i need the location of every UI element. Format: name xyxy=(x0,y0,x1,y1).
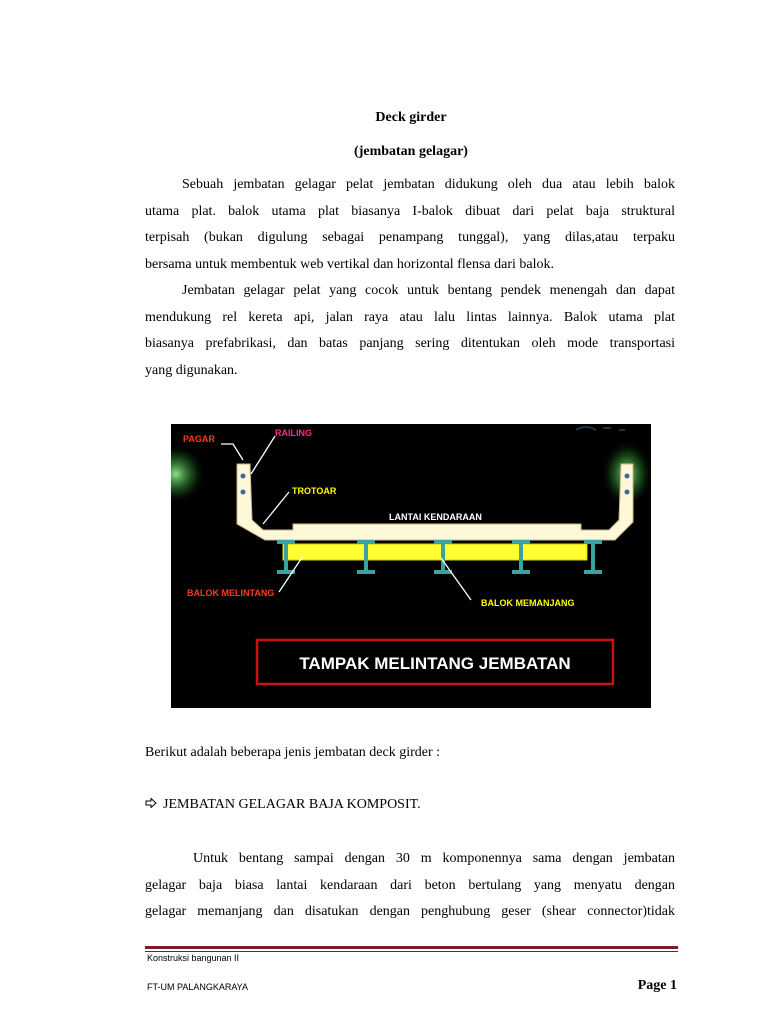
balok-memanjang-label: BALOK MEMANJANG xyxy=(481,598,575,608)
railing-bolt xyxy=(625,474,630,479)
railing-bolt xyxy=(625,490,630,495)
paragraph-line: biasanya prefabrikasi, dan batas panjang sering ditentukan oleh mode transportasi xyxy=(145,336,675,351)
paragraph-line: gelagar memanjang dan disatukan dengan penghubung geser (shear connector)tidak xyxy=(145,904,675,919)
footer-rule-thick xyxy=(145,946,678,949)
paragraph-line: Untuk bentang sampai dengan 30 m komponennya sama dengan jembatan xyxy=(193,851,675,866)
railing-label: RAILING xyxy=(275,428,312,438)
document-subtitle: (jembatan gelagar) xyxy=(354,144,468,159)
document-title: Deck girder xyxy=(375,110,447,125)
lantai-kendaraan-label: LANTAI KENDARAAN xyxy=(389,512,482,522)
footer-rule-thin xyxy=(145,951,678,952)
bridge-cross-section-diagram xyxy=(171,424,651,708)
paragraph-line: gelagar baja biasa lantai kendaraan dari beton bertulang yang menyatu dengan xyxy=(145,877,675,893)
paragraph-line: Jembatan gelagar pelat yang cocok untuk bentang pendek menengah dan dapat xyxy=(182,283,675,298)
paragraph-1 xyxy=(145,172,675,278)
footer-course: Konstruksi bangunan II xyxy=(147,953,240,963)
left-glow xyxy=(171,444,206,504)
paragraph-line: Sebuah jembatan gelagar pelat jembatan didukung oleh dua atau lebih balok xyxy=(182,177,675,192)
paragraph-3 xyxy=(145,846,675,926)
paragraph-line: bersama untuk membentuk web vertikal dan horizontal flensa dari balok. xyxy=(145,256,554,272)
bridge-deck xyxy=(237,464,633,540)
railing-bolt xyxy=(241,474,246,479)
list-intro: Berikut adalah beberapa jenis jembatan deck girder : xyxy=(145,745,441,760)
paragraph-line: utama plat. balok utama plat biasanya I-balok dibuat dari pelat baja struktural xyxy=(145,203,675,219)
trotoar-label: TROTOAR xyxy=(292,486,337,496)
list-item xyxy=(145,797,421,813)
pagar-label: PAGAR xyxy=(183,434,215,444)
paragraph-2 xyxy=(145,278,675,384)
balok-melintang-label: BALOK MELINTANG xyxy=(187,588,275,598)
hollow-right-arrow-icon xyxy=(145,797,159,813)
list-item-text: JEMBATAN GELAGAR BAJA KOMPOSIT. xyxy=(163,797,421,812)
transverse-beam xyxy=(283,544,587,560)
bridge-cross-section-figure xyxy=(171,424,651,708)
footer-institution: FT-UM PALANGKARAYA xyxy=(147,982,249,992)
page-number: Page 1 xyxy=(637,978,677,993)
paragraph-line: terpisah (bukan digulung sebagai penampang tunggal), yang dilas,atau terpaku xyxy=(145,230,675,245)
paragraph-line: mendukung rel kereta api, jalan raya atau lalu lintas lainnya. Balok utama plat xyxy=(145,309,675,325)
background-decoration xyxy=(576,427,625,430)
paragraph-line: yang digunakan. xyxy=(145,362,238,378)
railing-bolt xyxy=(241,490,246,495)
figure-caption: TAMPAK MELINTANG JEMBATAN xyxy=(299,654,571,673)
